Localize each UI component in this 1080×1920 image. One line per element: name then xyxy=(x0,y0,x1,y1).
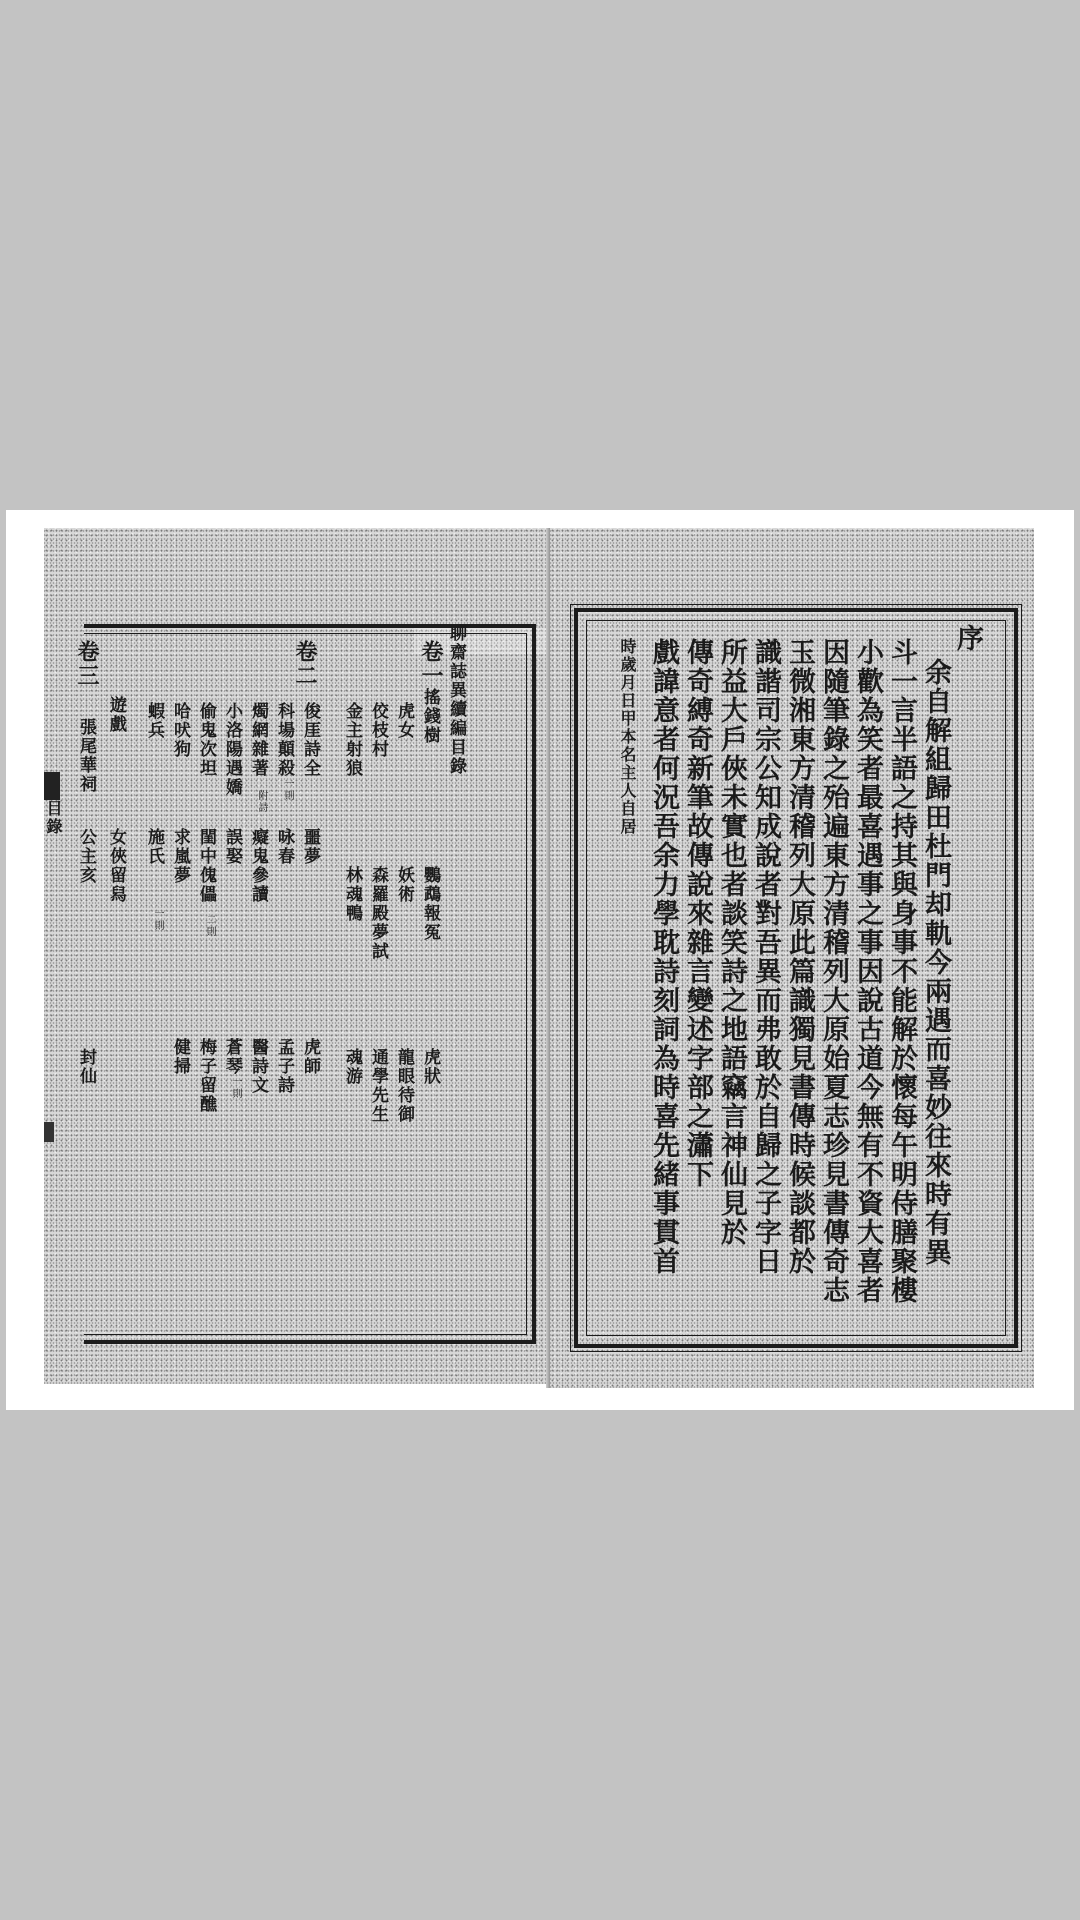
toc-entry: 蝦兵 xyxy=(144,702,164,740)
preface-heading: 序 xyxy=(952,624,983,653)
toc-entry: 誤娶 xyxy=(222,828,242,866)
toc-entry: 佼枝村 xyxy=(368,702,388,759)
toc-entry: 張尾華祠 xyxy=(76,718,96,794)
preface-signature: 時歲月日甲本名主人自居 xyxy=(618,638,637,836)
toc-entry: 虎狀 xyxy=(420,1048,440,1086)
preface-column: 識諧司宗公知成說者對吾異而弗敢於自歸之子字日 xyxy=(750,638,781,1276)
right-page xyxy=(550,528,1034,1388)
toc-note: 二則 xyxy=(204,914,215,938)
preface-column: 所益大戶俠未實也者談笑詩之地語竊言神仙見於 xyxy=(716,638,747,1247)
toc-entry: 公主亥 xyxy=(76,828,96,885)
toc-entry: 女俠留舄 xyxy=(106,828,126,904)
preface-column: 斗一言半語之持其與身事不能解於懷每午明侍膳聚樓 xyxy=(886,638,917,1305)
toc-entry: 搖錢樹 xyxy=(420,688,440,745)
toc-entry: 求嵐夢 xyxy=(170,828,190,885)
page-edge-mark xyxy=(44,772,60,800)
toc-entry: 遊戲 xyxy=(106,696,126,734)
toc-entry: 封仙 xyxy=(76,1048,96,1086)
toc-entry: 虎女 xyxy=(394,702,414,740)
toc-note: 一則 xyxy=(152,908,163,932)
toc-entry: 俊厓詩全 xyxy=(300,702,320,778)
preface-column: 因隨筆錄之殆遍東方清稽列大原始夏志珍見書傳奇志 xyxy=(818,638,849,1305)
preface-column: 余自解組歸田杜門却軌今兩遇而喜妙往來時有異 xyxy=(920,658,951,1267)
toc-entry: 森羅殿夢試 xyxy=(368,866,388,961)
toc-entry: 虎師 xyxy=(300,1038,320,1076)
vol-1-header: 卷一 xyxy=(418,640,444,688)
toc-entry: 蒼琴 xyxy=(222,1038,242,1076)
toc-entry: 梅子留醮 xyxy=(196,1038,216,1114)
toc-entry: 妖術 xyxy=(394,866,414,904)
toc-entry: 哈吠狗 xyxy=(170,702,190,759)
vol-3-header: 卷三 xyxy=(74,640,100,688)
toc-note: 附詩 xyxy=(256,790,267,814)
page-edge-mark xyxy=(44,1122,54,1142)
toc-entry: 咏春 xyxy=(274,828,294,866)
preface-column: 傳奇縛奇新筆故傳說來雜言變述字部之瀟下 xyxy=(682,638,713,1189)
preface-column: 戲諱意者何況吾余力學耽詩刻詞為時喜先緒事貫首 xyxy=(648,638,679,1276)
preface-column: 小歡為笑者最喜遇事之事因說古道今無有不資大喜者 xyxy=(852,638,883,1305)
toc-note: 一則 xyxy=(282,778,293,802)
preface-column: 玉微湘東方清稽列大原此篇識獨見書傳時候談都於 xyxy=(784,638,815,1276)
toc-entry: 孟子詩 xyxy=(274,1038,294,1095)
toc-title: 聊齋誌異續編目錄 xyxy=(446,624,466,776)
toc-entry: 魂游 xyxy=(342,1048,362,1086)
vol-2-header: 卷二 xyxy=(292,640,318,688)
toc-note: 一則 xyxy=(230,1076,241,1100)
toc-entry: 醫詩文 xyxy=(248,1038,268,1095)
margin-label: 目錄 xyxy=(44,800,63,836)
toc-entry: 鸚鵡報冤 xyxy=(420,866,440,942)
toc-entry: 偷鬼次坦 xyxy=(196,702,216,778)
toc-entry: 小洛陽遇嬌 xyxy=(222,702,242,797)
toc-entry: 燭網雜著 xyxy=(248,702,268,778)
toc-entry: 癡鬼參讀 xyxy=(248,828,268,904)
toc-entry: 閨中傀儡 xyxy=(196,828,216,904)
toc-entry: 金主射狼 xyxy=(342,702,362,778)
left-page xyxy=(44,528,552,1384)
toc-entry: 科場顛殺 xyxy=(274,702,294,778)
toc-entry: 噩夢 xyxy=(300,828,320,866)
toc-entry: 通學先生 xyxy=(368,1048,388,1124)
toc-entry: 龍眼待御 xyxy=(394,1048,414,1124)
scanned-spread xyxy=(6,510,1074,1410)
toc-entry: 健掃 xyxy=(170,1038,190,1076)
toc-entry: 林魂鴨 xyxy=(342,866,362,923)
toc-entry: 施氏 xyxy=(144,828,164,866)
